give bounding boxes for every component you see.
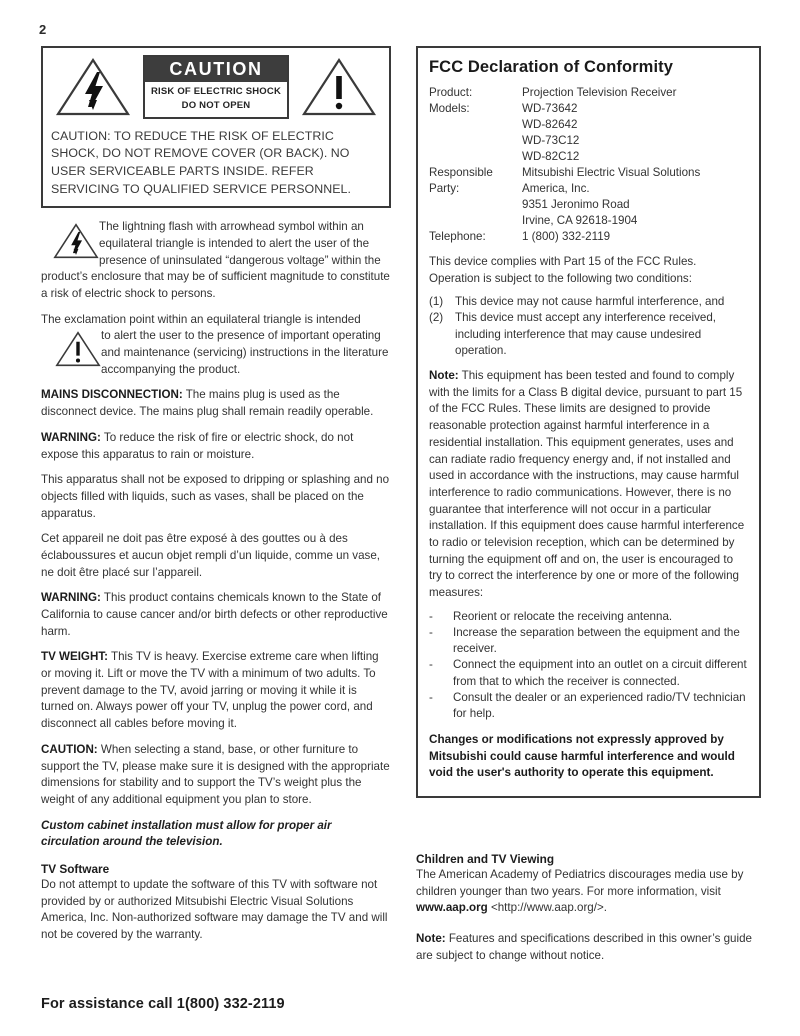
fcc-row-key: Party: — [429, 181, 460, 195]
list-item — [429, 657, 748, 689]
list-text: This device must accept any interference received, including interference that may cause undesired operation. — [455, 311, 716, 357]
page-footer: For assistance call 1(800) 332-2119 — [41, 996, 285, 1012]
warning-paragraph — [41, 742, 391, 809]
list-item — [429, 690, 748, 722]
fcc-row-key: Models: — [429, 101, 470, 115]
lightning-bolt-triangle-icon — [55, 56, 131, 118]
fcc-note-label: Note: — [429, 369, 459, 383]
list-text: Reorient or relocate the receiving antenna. — [453, 609, 673, 623]
table-row — [429, 229, 748, 245]
fcc-row-key — [429, 117, 522, 133]
fcc-row-value: WD-73C12 — [522, 133, 580, 147]
fcc-row-value: WD-73642 — [522, 101, 578, 115]
warning-label: CAUTION: — [41, 742, 98, 756]
table-row — [429, 213, 748, 229]
children-tv-text-after: <http://www.aap.org/>. — [487, 901, 607, 915]
list-text: Connect the equipment into an outlet on a circuit different from that to which the receiver is connected. — [453, 658, 747, 688]
warning-paragraph — [41, 590, 391, 640]
fcc-row-key — [429, 213, 522, 229]
warning-label: TV WEIGHT: — [41, 650, 108, 664]
warning-label: WARNING: — [41, 591, 101, 605]
tv-software-heading: TV Software — [41, 861, 110, 876]
fcc-row-value: WD-82C12 — [522, 149, 580, 163]
list-marker: - — [429, 625, 433, 639]
caution-body-text: CAUTION: TO REDUCE THE RISK OF ELECTRIC SHOCK, DO NOT REMOVE COVER (OR BACK). NO USER SERVICEABLE PARTS INSIDE. REFER SERVICING TO QUALIFIED SERVICE PERSONNEL. — [51, 128, 351, 196]
table-row — [429, 181, 748, 197]
list-text: This device may not cause harmful interference, and — [455, 295, 725, 309]
warning-text: This TV is heavy. Exercise extreme care when lifting or moving it. Lift or move the TV with a minimum of two adults. To prevent damage to the TV, avoid jarring or moving it while it is turned on. Always power off your TV, unplug the power cord, and disconnect all cables before moving it. — [41, 650, 379, 731]
warning-paragraph — [41, 387, 391, 420]
aap-link[interactable]: www.aap.org — [416, 901, 488, 915]
list-text: Consult the dealer or an experienced radio/TV technician for help. — [453, 690, 746, 721]
spec-note-text: Features and specifications described in this owner’s guide are subject to change without notice. — [416, 932, 752, 962]
fcc-row-key: Product: — [429, 86, 473, 99]
list-marker: - — [429, 609, 433, 623]
lightning-note-text: The lightning flash with arrowhead symbol within an equilateral triangle is intended to alert the user of the presence of uninsulated “dangerous voltage” within the product’s enclosure that may be of sufficient magnitude to constitute a risk of electric shock to persons. — [41, 220, 390, 301]
lightning-symbol-note — [41, 219, 391, 311]
table-row — [429, 117, 748, 133]
fcc-row-key — [429, 133, 522, 149]
warning-text: This apparatus shall not be exposed to dripping or splashing and no objects filled with liquids, such as vases, shall be placed on the apparatus. — [41, 473, 390, 520]
caution-banner-line1: RISK OF ELECTRIC SHOCK — [150, 86, 281, 98]
caution-banner-line2: DO NOT OPEN — [181, 100, 251, 112]
fcc-final-note: Changes or modifications not expressly approved by Mitsubishi could cause harmful interference and would void the user's authority to operate this equipment. — [429, 733, 735, 780]
fcc-row-key: Telephone: — [429, 229, 486, 243]
exclamation-triangle-cell — [297, 55, 381, 119]
list-item — [429, 625, 748, 657]
children-tv-body — [416, 867, 761, 917]
warning-text: To reduce the risk of fire or electric shock, do not expose this apparatus to rain or moisture. — [41, 430, 354, 461]
table-row — [429, 101, 748, 117]
tv-software-body: Do not attempt to update the software of this TV with software not provided by or authorized Mitsubishi Electric Visual Solutions America, Inc. Non-authorized software may damage the TV and will not be covered by the warranty. — [41, 877, 388, 942]
warning-text: Cet appareil ne doit pas être exposé à des gouttes ou à des éclaboussures et aucun objet rempli d’un liquide, comme un vase, ne doit être placé sur l’appareil. — [41, 532, 380, 579]
fcc-row-value: America, Inc. — [522, 181, 590, 195]
children-tv-section — [416, 852, 761, 973]
warning-paragraph — [41, 649, 391, 732]
caution-symbol-row — [51, 55, 381, 119]
table-row — [429, 165, 748, 181]
exclamation-symbol-note — [41, 312, 391, 388]
fcc-row-value: Mitsubishi Electric Visual Solutions — [522, 165, 701, 179]
fcc-row-key: Responsible — [429, 165, 493, 179]
lightning-bolt-triangle-icon-small — [53, 221, 99, 261]
warning-paragraph — [41, 531, 391, 581]
left-column — [41, 46, 391, 953]
page-number: 2 — [39, 22, 47, 37]
warning-label: MAINS DISCONNECTION: — [41, 388, 183, 402]
children-tv-text-before: The American Academy of Pediatrics discourages media use by children younger than two years. For more information, visit — [416, 868, 744, 898]
spec-note-label: Note: — [416, 932, 446, 946]
table-row — [429, 85, 748, 101]
fcc-row-value: 9351 Jeronimo Road — [522, 197, 630, 211]
exclamation-triangle-icon — [301, 56, 377, 118]
list-text: Increase the separation between the equipment and the receiver. — [453, 625, 740, 656]
exclamation-note-lead: The exclamation point within an equilateral triangle is intended — [41, 312, 361, 326]
fcc-row-value: Irvine, CA 92618-1904 — [522, 213, 638, 227]
caution-banner-sub — [145, 82, 287, 117]
exclamation-triangle-icon-small — [55, 329, 101, 369]
list-item — [429, 609, 748, 625]
tv-software-section — [41, 862, 391, 944]
caution-banner-title: CAUTION — [145, 57, 287, 82]
fcc-row-value: 1 (800) 332-2119 — [522, 229, 611, 243]
warning-label: WARNING: — [41, 430, 101, 444]
fcc-title: FCC Declaration of Conformity — [429, 58, 673, 76]
fcc-declaration-box — [416, 46, 761, 798]
caution-label-block — [143, 55, 289, 119]
list-marker: - — [429, 690, 433, 704]
exclamation-note-wrap — [41, 328, 391, 387]
lightning-bolt-triangle-glyph — [53, 221, 99, 261]
lightning-triangle-cell — [51, 55, 135, 119]
warning-paragraph — [41, 472, 391, 522]
exclamation-triangle-glyph — [55, 329, 101, 369]
children-tv-heading: Children and TV Viewing — [416, 852, 555, 866]
warning-text: When selecting a stand, base, or other furniture to support the TV, please make sure it is designed with the appropriate dimensions for stability and to support the TV’s weight plus the weight of any additional equipment you plan to store. — [41, 742, 390, 806]
spec-note-paragraph — [416, 931, 761, 964]
fcc-row-key — [429, 197, 522, 213]
custom-cabinet-note: Custom cabinet installation must allow for proper air circulation around the television. — [41, 818, 332, 849]
table-row — [429, 197, 748, 213]
fcc-note-text: This equipment has been tested and found to comply with the limits for a Class B digital device, pursuant to part 15 of the FCC Rules. These limits are designed to provide reasonable protection against harmful interference in a residential installation. This equipment generates, uses and can radiate radio frequency energy and, if not installed and used in accordance with the instructions, may cause harmful interference to radio communications. However, there is no guarantee that interference will not occur in a particular installation. If this equipment does cause harmful interference to radio or television reception, which can be determined by turning the equipment off and on, the user is encouraged to try to correct the interference by one or more of the following measures: — [429, 369, 745, 600]
warning-paragraph — [41, 430, 391, 463]
caution-warning-box — [41, 46, 391, 208]
fcc-info-table — [429, 85, 748, 245]
list-item — [429, 294, 748, 310]
list-marker: - — [429, 658, 433, 672]
warning-text: This product contains chemicals known to the State of California to cause cancer and/or birth defects or other reproductive harm. — [41, 591, 388, 638]
fcc-measures-list — [429, 609, 748, 723]
exclamation-note-text: to alert the user to the presence of important operating and maintenance (servicing) instructions in the literature accompanying the product. — [101, 329, 389, 376]
list-marker: (2) — [429, 311, 444, 325]
fcc-note-paragraph — [429, 368, 748, 602]
list-marker: (1) — [429, 295, 444, 309]
fcc-row-value: WD-82642 — [522, 117, 578, 131]
list-item — [429, 310, 748, 359]
fcc-conditions-list — [429, 294, 748, 359]
warning-text: The mains plug is used as the disconnect device. The mains plug shall remain readily operable. — [41, 388, 374, 419]
fcc-compliance-intro: This device complies with Part 15 of the FCC Rules. Operation is subject to the following two conditions: — [429, 254, 697, 285]
right-column — [416, 46, 761, 798]
table-row — [429, 133, 748, 149]
table-row — [429, 149, 748, 165]
fcc-row-key — [429, 149, 522, 165]
fcc-row-value: Projection Television Receiver — [522, 86, 677, 99]
